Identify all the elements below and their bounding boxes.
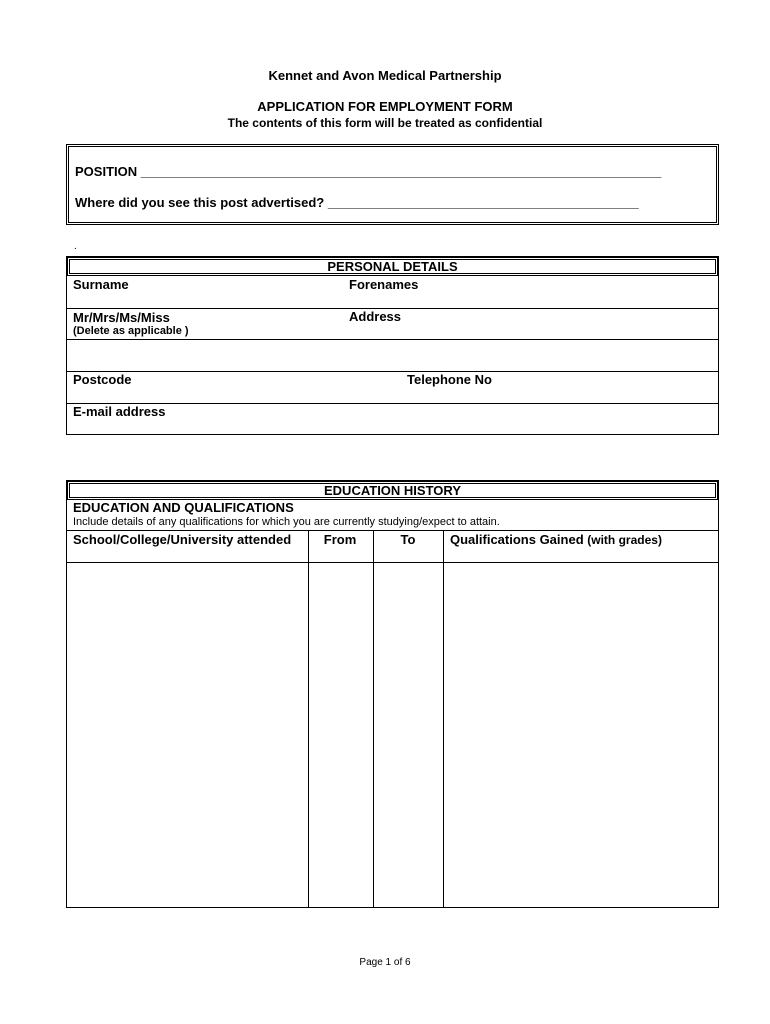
postcode-field[interactable]: Postcode [73,372,132,387]
education-table [66,480,719,908]
stray-mark: . [74,241,77,252]
column-qualifications-label: Qualifications Gained [450,532,584,547]
column-school: School/College/University attended [73,532,292,547]
page-number: Page 1 of 6 [359,957,411,968]
column-divider [373,530,374,907]
column-to: To [400,532,416,547]
title-field[interactable]: Mr/Mrs/Ms/Miss [73,310,170,325]
email-field[interactable]: E-mail address [73,404,166,419]
divider [67,562,718,563]
column-divider [308,530,309,907]
divider [67,530,718,531]
address-field[interactable]: Address [349,309,402,324]
personal-details-table [66,256,719,435]
position-field[interactable]: POSITION ________________________________________________________________________ [75,164,662,179]
confidential-note: The contents of this form will be treated as confidential [227,116,543,130]
education-subheading: EDUCATION AND QUALIFICATIONS [73,500,294,515]
column-from: From [323,532,357,547]
column-divider [443,530,444,907]
title-note: (Delete as applicable ) [73,325,189,337]
column-qualifications-suffix: (with grades) [587,533,662,547]
personal-details-heading: PERSONAL DETAILS [67,257,718,276]
advertised-field[interactable]: Where did you see this post advertised? ___________________________________________ [75,195,639,210]
position-box [66,144,719,225]
forenames-field[interactable]: Forenames [349,277,419,292]
education-heading: EDUCATION HISTORY [67,481,718,500]
education-note: Include details of any qualifications for which you are currently studying/expect to attain. [73,516,500,528]
column-qualifications [450,532,718,548]
form-title: APPLICATION FOR EMPLOYMENT FORM [257,99,513,114]
divider [67,371,718,372]
organisation-title: Kennet and Avon Medical Partnership [268,68,502,83]
telephone-field[interactable]: Telephone No [407,372,492,387]
surname-field[interactable]: Surname [73,277,129,292]
divider [67,339,718,340]
